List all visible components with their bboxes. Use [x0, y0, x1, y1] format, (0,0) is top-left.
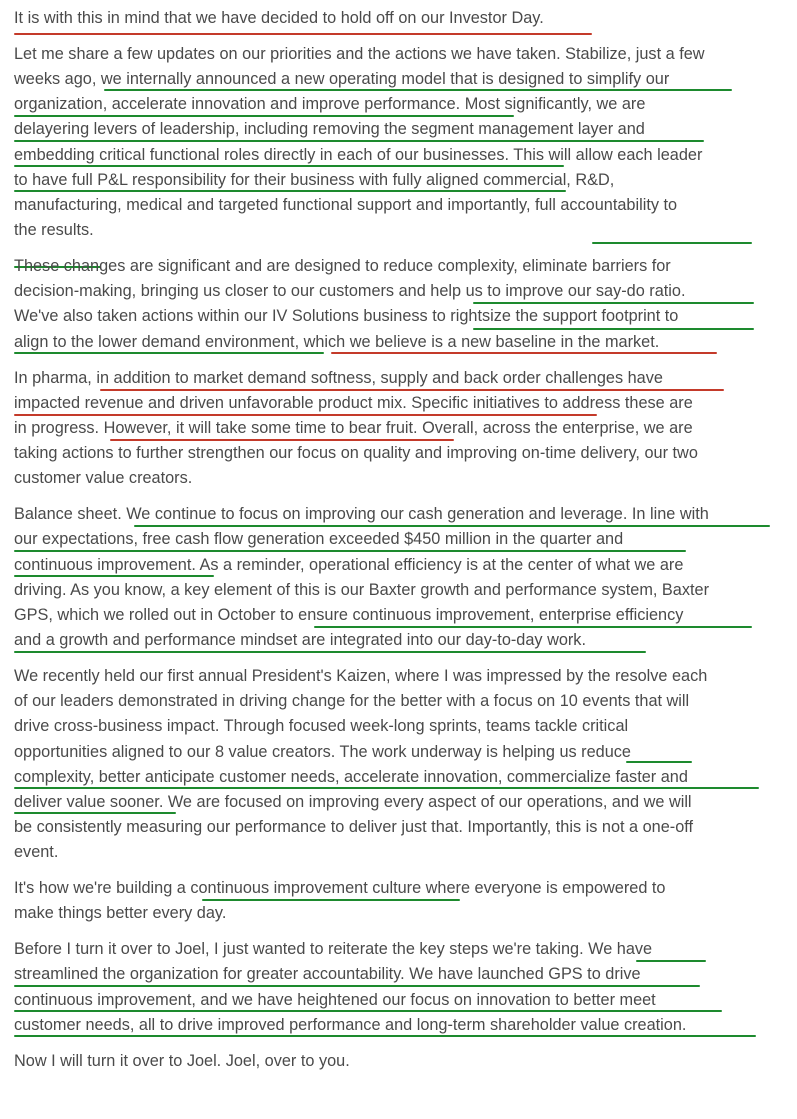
text-line: continuous improvement. As a reminder, operational efficiency is at the center of what we are	[14, 555, 684, 574]
text-line: It is with this in mind that we have decided to hold off on our Investor Day.	[14, 9, 544, 27]
highlight-underline-green	[14, 787, 759, 789]
text-line: manufacturing, medical and targeted functional support and importantly, full accountability to	[14, 196, 678, 214]
text-line: event.	[14, 843, 59, 862]
text-line: GPS, which we rolled out in October to ensure continuous improvement, enterprise efficiency	[14, 605, 684, 624]
highlight-underline-red	[14, 414, 597, 416]
text-line: Before I turn it over to Joel, I just wanted to reiterate the key steps we're taking. We have	[14, 940, 653, 959]
highlight-underline-green	[104, 89, 732, 91]
highlight-underline-green	[134, 525, 770, 527]
paragraph	[14, 366, 774, 492]
highlight-underline-green	[14, 985, 700, 987]
text-line: opportunities aligned to our 8 value creators. The work underway is helping us reduce	[14, 742, 631, 761]
text-line: Let me share a few updates on our priorities and the actions we have taken. Stabilize, just a few	[14, 44, 705, 63]
paragraph	[14, 254, 774, 355]
text-line: embedding critical functional roles directly in each of our businesses. This will allow each leader	[14, 145, 703, 164]
highlight-underline-red	[331, 352, 717, 354]
text-line: Balance sheet. We continue to focus on improving our cash generation and leverage. In line with	[14, 505, 709, 524]
text-line: our expectations, free cash flow generation exceeded $450 million in the quarter and	[14, 530, 624, 549]
text-line: impacted revenue and driven unfavorable product mix. Specific initiatives to address these are	[14, 393, 693, 412]
text-line: These changes are significant and are designed to reduce complexity, eliminate barriers for	[14, 257, 671, 276]
text-line: customer needs, all to drive improved performance and long-term shareholder value creation.	[14, 1015, 687, 1034]
text-line: continuous improvement, and we have heightened our focus on innovation to better meet	[14, 990, 656, 1009]
highlight-underline-green	[14, 140, 704, 142]
text-line: the results.	[14, 221, 94, 240]
highlight-underline-green	[202, 899, 460, 901]
highlight-underline-green	[14, 1035, 756, 1037]
text-line: be consistently measuring our performance to deliver just that. Importantly, this is not a one-off	[14, 818, 694, 837]
text-line: decision-making, bringing us closer to our customers and help us to improve our say-do ratio.	[14, 282, 686, 301]
highlight-underline-green	[14, 190, 566, 192]
highlight-underline-red	[100, 389, 724, 391]
highlight-underline-green	[14, 575, 214, 577]
text-line: weeks ago, we internally announced a new operating model that is designed to simplify our	[14, 70, 670, 89]
text-line: It's how we're building a continuous improvement culture where everyone is empowered to	[14, 879, 666, 898]
highlight-underline-green	[473, 328, 754, 330]
highlight-underline-green	[14, 550, 686, 552]
paragraph	[14, 937, 774, 1038]
highlight-underline-green	[14, 115, 514, 117]
text-line: and a growth and performance mindset are integrated into our day-to-day work.	[14, 631, 586, 650]
text-line: to have full P&L responsibility for their business with fully aligned commercial, R&D,	[14, 170, 615, 189]
text-line: We recently held our first annual President's Kaizen, where I was impressed by the resolve each	[14, 666, 708, 685]
text-line: In pharma, in addition to market demand softness, supply and back order challenges have	[14, 368, 663, 387]
text-line: delayering levers of leadership, including removing the segment management layer and	[14, 120, 645, 139]
paragraph	[14, 876, 774, 926]
text-line: deliver value sooner. We are focused on improving every aspect of our operations, and we will	[14, 792, 692, 811]
text-line: driving. As you know, a key element of this is our Baxter growth and performance system, Baxter	[14, 580, 709, 599]
text-line: We've also taken actions within our IV Solutions business to rightsize the support footprint to	[14, 307, 679, 326]
text-line: align to the lower demand environment, which we believe is a new baseline in the market.	[14, 332, 660, 351]
text-line: in progress. However, it will take some time to bear fruit. Overall, across the enterprise, we are	[14, 418, 693, 437]
text-line: complexity, better anticipate customer needs, accelerate innovation, commercialize faster and	[14, 767, 688, 786]
highlight-underline-green	[14, 1010, 722, 1012]
text-line: make things better every day.	[14, 904, 227, 923]
paragraph	[14, 664, 774, 866]
text-line: drive cross-business impact. Through focused week-long sprints, teams tackle critical	[14, 717, 629, 736]
highlight-underline-red	[110, 439, 454, 441]
text-line: organization, accelerate innovation and improve performance. Most significantly, we are	[14, 95, 646, 114]
highlight-underline-green	[473, 302, 754, 304]
text-line: customer value creators.	[14, 469, 193, 488]
text-line: of our leaders demonstrated in driving change for the better with a focus on 10 events that will	[14, 692, 690, 711]
paragraph	[14, 42, 774, 244]
paragraph	[14, 502, 774, 653]
highlight-underline-green	[636, 960, 706, 962]
highlight-underline-green	[14, 352, 324, 354]
highlight-underline-green	[314, 626, 752, 628]
text-line: streamlined the organization for greater accountability. We have launched GPS to drive	[14, 965, 641, 984]
text-line: Now I will turn it over to Joel. Joel, over to you.	[14, 1051, 350, 1070]
paragraph	[14, 6, 774, 31]
highlight-underline-green	[14, 812, 176, 814]
text-line: taking actions to further strengthen our focus on quality and improving on-time delivery, our two	[14, 444, 698, 463]
highlight-underline-red	[14, 33, 592, 35]
highlight-underline-green	[14, 165, 564, 167]
highlight-underline-green	[626, 761, 692, 763]
highlight-underline-green	[14, 651, 646, 653]
paragraph	[14, 1049, 774, 1074]
highlight-underline-green	[592, 242, 752, 244]
